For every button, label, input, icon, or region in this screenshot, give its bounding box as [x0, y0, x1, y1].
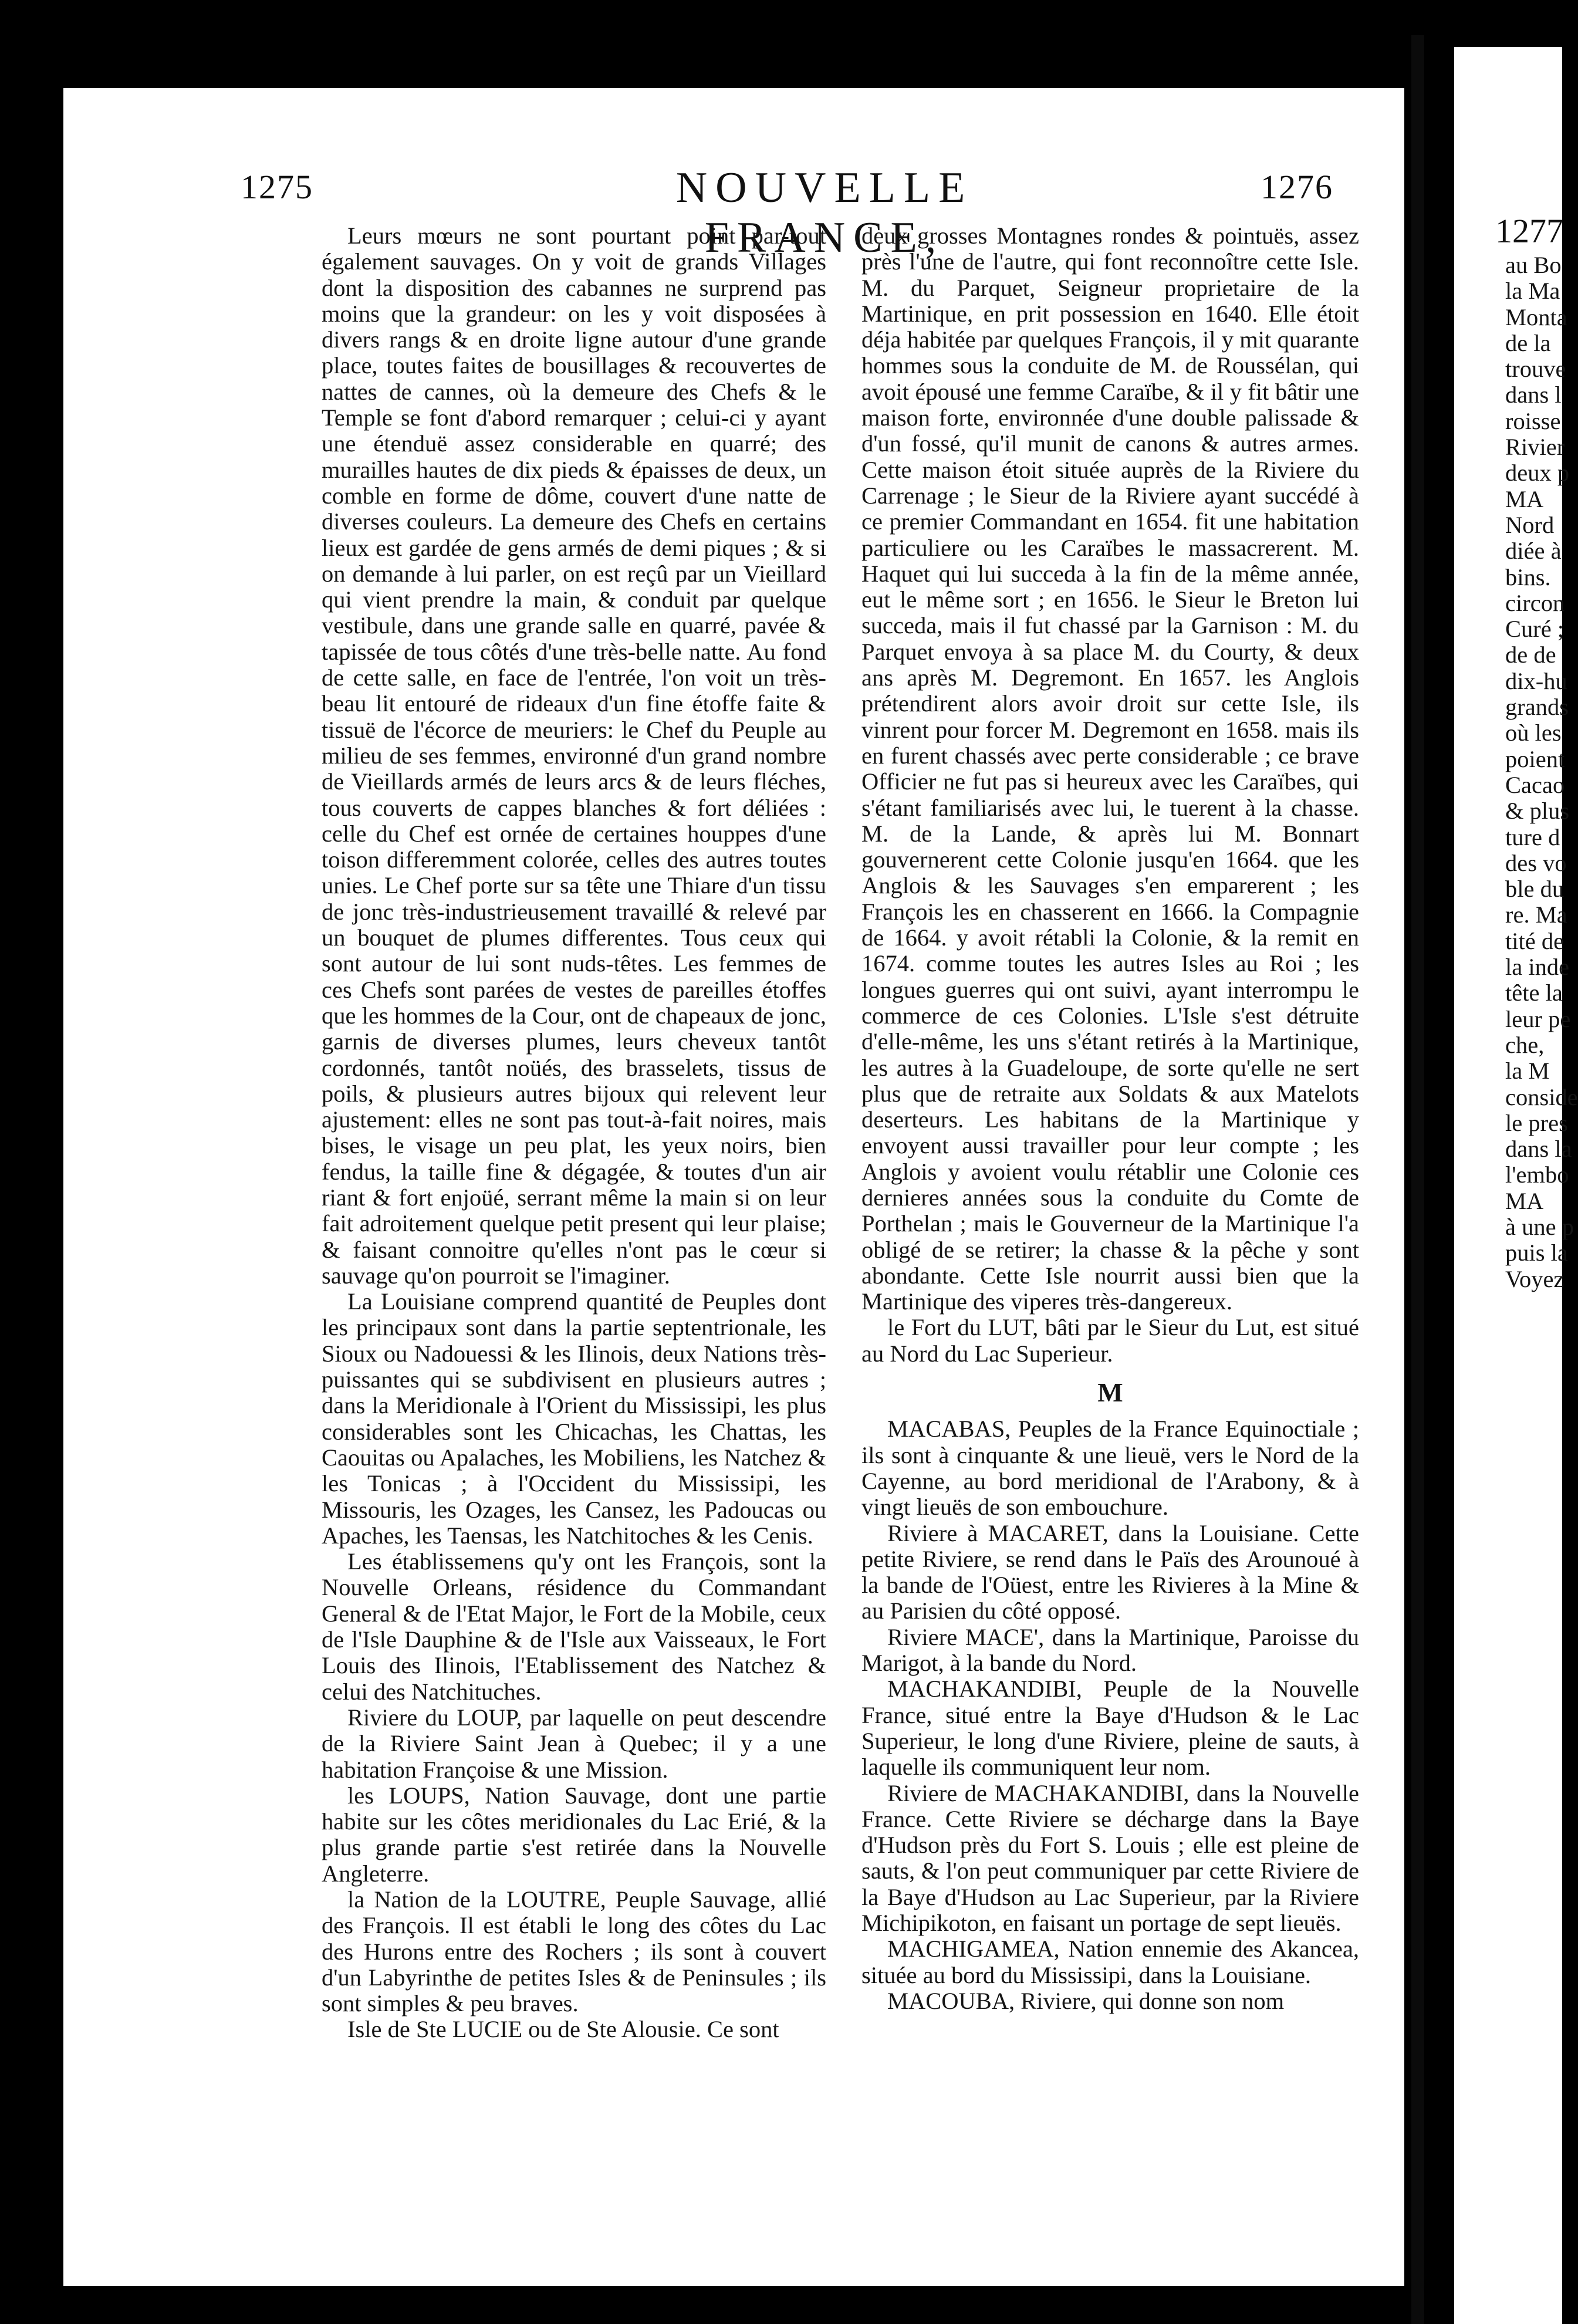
next-page-text-fragment: [1505, 252, 1578, 1292]
next-page-line-fragment: puis la: [1505, 1239, 1568, 1266]
next-page-line-fragment: la Ma: [1505, 278, 1560, 305]
next-page-line-fragment: roisse: [1505, 407, 1561, 434]
next-page-line-fragment: l'embo: [1505, 1161, 1569, 1188]
section-letter-heading: M: [1097, 1377, 1123, 1408]
next-page-line-fragment: circon: [1505, 589, 1565, 616]
paragraph: MACHIGAMEA, Nation ennemie des Akancea, située au bord du Mississipi, dans la Louisiane.: [861, 1935, 1359, 1988]
next-page-line-fragment: Cacao: [1505, 771, 1565, 798]
page-number-right: 1276: [1261, 168, 1333, 206]
next-page-line-fragment: leur pe: [1505, 1005, 1571, 1032]
next-page-line-fragment: Rivier: [1505, 434, 1565, 461]
right-text-column: [861, 223, 1359, 2014]
next-page-line-fragment: tité de: [1505, 927, 1565, 954]
next-page-line-fragment: deux p: [1505, 460, 1570, 487]
paragraph: deux grosses Montagnes rondes & pointuës, assez près l'une de l'autre, qui font reconnoître cette Isle. M. du Parquet, Seigneur proprietaire de la Martinique, en prit possession en 1640. Elle étoit déja habitée par quelques François, il y mit quarante hommes sous la conduite de M. de Roussélan, qui avoit épousé une femme Caraïbe, & il y fit bâtir une maison forte, environnée d'une double palissade & d'un fossé, qu'il munit de canons & autres armes. Cette maison étoit située auprès de la Riviere du Carrenage ; le Sieur de la Riviere ayant succédé à ce premier Commandant en 1654. fit une habitation particuliere ou les Caraïbes le massacrerent. M. Haquet qui lui succeda à la fin de la même année, eut le même sort ; en 1656. le Sieur le Breton lui succeda, mais il fut chassé par la Garnison : M. du Parquet envoya à sa place M. du Courty, & deux ans après M. Degremont. En 1657. les Anglois prétendirent alors avoir droit sur cette Isle, ils vinrent pour forcer M. Degremont en 1658. mais ils en furent chassés avec perte considerable ; ce brave Officier ne fut pas si heureux avec les Caraïbes, qui s'étant familiarisés avec lui, le tuerent à la chasse. M. de la Lande, & après lui M. Bonnart gouvernerent cette Colonie jusqu'en 1664. que les Anglois & les Sauvages s'en emparerent ; les François les en chasserent en 1666. la Compagnie de 1664. y avoit rétabli la Colonie, & la remit en 1674. comme toutes les autres Isles au Roi ; les longues guerres qui ont suivi, ayant interrompu le commerce de ces Colonies. L'Isle s'est détruite d'elle-même, les uns s'étant retirés à la Martinique, les autres à la Guadeloupe, de sorte qu'elle ne sert plus que de retraite aux Soldats & aux Matelots deserteurs. Les habitans de la Martinique y envoyent aussi travailler pour leur compte ; les Anglois y avoient voulu rétablir une Colonie ces dernieres années sous la conduite du Comte de Porthelan ; mais le Gouverneur de la Martinique l'a obligé de se retirer; la chasse & la pêche y sont abondante. Cette Isle nourrit aussi bien que la Martinique des viperes très-dangereux.: [861, 222, 1359, 1315]
next-page-line-fragment: au Bo: [1505, 252, 1562, 278]
next-page-line-fragment: & plus: [1505, 798, 1570, 825]
next-page-number: 1277: [1495, 212, 1563, 250]
next-page-line-fragment: poient: [1505, 745, 1565, 772]
next-page-line-fragment: à une p: [1505, 1213, 1574, 1240]
paragraph: la Nation de la LOUTRE, Peuple Sauvage, allié des François. Il est établi le long des côtes du Lac des Hurons entre des Rochers ; ils sont à couvert d'un Labyrinthe de petites Isles & de Peninsules ; ils sont simples & peu braves.: [322, 1886, 826, 2017]
paragraph: Riviere MACE', dans la Martinique, Paroisse du Marigot, à la bande du Nord.: [861, 1623, 1359, 1677]
paragraph: Les établissemens qu'y ont les François, sont la Nouvelle Orleans, résidence du Commandant General & de l'Etat Major, le Fort de la Mobile, ceux de l'Isle Dauphine & de l'Isle aux Vaisseaux, le Fort Louis des Ilinois, l'Etablissement des Natchez & celui des Natchituches.: [322, 1548, 826, 1705]
page-gutter: [1411, 35, 1424, 2324]
paragraph: Riviere de MACHAKANDIBI, dans la Nouvelle France. Cette Riviere se décharge dans la Baye d'Hudson près du Fort S. Louis ; elle est pleine de sauts, & l'on peut communiquer par cette Riviere de la Baye d'Hudson au Lac Superieur, par la Riviere Michipikoton, en faisant un portage de sept lieuës.: [861, 1779, 1359, 1936]
next-page-line-fragment: de la: [1505, 329, 1551, 356]
next-page-line-fragment: Voyez: [1505, 1265, 1565, 1292]
next-page-line-fragment: la inde: [1505, 954, 1570, 981]
paragraph: le Fort du LUT, bâti par le Sieur du Lut, est situé au Nord du Lac Superieur.: [861, 1314, 1359, 1367]
paragraph: Isle de Ste LUCIE ou de Ste Alousie. Ce sont: [347, 2016, 779, 2043]
next-page-line-fragment: che,: [1505, 1031, 1545, 1058]
next-page-line-fragment: ture d: [1505, 823, 1560, 850]
next-page-line-fragment: dans la: [1505, 1136, 1572, 1163]
next-page-line-fragment: grands: [1505, 694, 1569, 721]
left-text-column: [322, 223, 826, 2043]
next-page-line-fragment: le pres: [1505, 1109, 1568, 1136]
next-page-line-fragment: dans l: [1505, 381, 1562, 408]
next-page-line-fragment: de de: [1505, 641, 1556, 668]
next-page-line-fragment: Nord: [1505, 511, 1555, 538]
paragraph: Leurs mœurs ne sont pourtant point par-tout également sauvages. On y voit de grands Villages dont la disposition des cabannes ne surprend pas moins que la grandeur: on les y voit disposées à divers rangs & en droite ligne autour d'une grande place, toutes faites de bousillages & recouvertes de nattes de cannes, où la demeure des Chefs & le Temple se font d'abord remarquer ; celui-ci y ayant une étenduë assez considerable en quarré; des murailles hautes de dix pieds & épaisses de deux, un comble en forme de dôme, couvert d'une natte de diverses couleurs. La demeure des Chefs en certains lieux est gardée de gens armés de demi piques ; & si on demande à lui parler, on est reçû par un Vieillard qui vient prendre la main, & conduit par quelque vestibule, dans une grande salle en quarré, pavée & tapissée de tous côtés d'une très-belle natte. Au fond de cette salle, en face de l'entrée, l'on voit un très-beau lit entouré de rideaux d'un fine étoffe faite & tissuë de l'écorce de meuriers: le Chef du Peuple au milieu de ses femmes, environné d'un grand nombre de Vieillards armés de leurs arcs & de leurs fléches, tous couverts de cappes blanches & fort déliées : celle du Chef est ornée de certaines houppes d'une toison differemment colorée, celles des autres toutes unies. Le Chef porte sur sa tête une Thiare d'un tissu de jonc très-industrieusement travaillé & relevé par un bouquet de plumes differentes. Tous ceux qui sont autour de lui sont nuds-têtes. Les femmes de ces Chefs sont parées de vestes de pareilles étoffes que les hommes de la Cour, ont de chapeaux de jonc, garnis de diverses plumes, leurs cheveux tantôt cordonnés, tantôt noüés, des brasselets, tissus de poils, & plusieurs autres bijoux qui relevent leur ajustement: elles ne sont pas tout-à-fait noires, mais bises, le visage un peu plat, les yeux noirs, bien fendus, la taille fine & dégagée, & toutes d'un air riant & fort enjoüé, serrant même la main si on leur fait adroitement quelque petit present qui leur plaise; & faisant connoitre qu'elles n'ont pas le cœur si sauvage qu'on pourroit se l'imaginer.: [322, 222, 826, 1289]
next-page-line-fragment: la M: [1505, 1058, 1550, 1085]
next-page-line-fragment: trouve: [1505, 356, 1566, 383]
paragraph: La Louisiane comprend quantité de Peuples dont les principaux sont dans la partie septentrionale, les Sioux ou Nadouessi & les Ilinois, deux Nations très-puissantes qui se subdivisent en plusieurs autres ; dans la Meridionale à l'Orient du Mississipi, les plus considerables sont les Chicachas, les Chattas, les Caouitas ou Apalaches, les Mobiliens, les Natchez & les Tonicas ; à l'Occident du Mississipi, les Missouris, les Ozages, les Cansez, les Padoucas ou Apaches, les Taensas, les Natchitoches & les Cenis.: [322, 1288, 826, 1549]
paragraph: MACOUBA, Riviere, qui donne son nom: [887, 1987, 1285, 2014]
paragraph: Riviere à MACARET, dans la Louisiane. Cette petite Riviere, se rend dans le Païs des Arounoué à la bande de l'Oüest, entre les Rivieres à la Mine & au Parisien du côté opposé.: [861, 1519, 1359, 1624]
next-page-line-fragment: ble du: [1505, 876, 1565, 903]
next-page-line-fragment: MA: [1505, 485, 1544, 512]
paragraph: les LOUPS, Nation Sauvage, dont une partie habite sur les côtes meridionales du Lac Erié, & la plus grande partie s'est retirée dans la Nouvelle Angleterre.: [322, 1782, 826, 1887]
next-page-line-fragment: Curé ;: [1505, 616, 1565, 643]
next-page-line-fragment: tête la: [1505, 979, 1563, 1006]
paragraph: MACHAKANDIBI, Peuple de la Nouvelle France, situé entre la Baye d'Hudson & le Lac Superieur, le long d'une Riviere, pleine de sauts, à laquelle ils communiquent leur nom.: [861, 1676, 1359, 1781]
paragraph: Riviere du LOUP, par laquelle on peut descendre de la Riviere Saint Jean à Quebec; il y a une habitation Françoise & une Mission.: [322, 1704, 826, 1783]
next-page-line-fragment: diée à: [1505, 538, 1562, 565]
next-page-line-fragment: conside: [1505, 1083, 1578, 1110]
page-number-left: 1275: [241, 168, 313, 206]
next-page-line-fragment: bins.: [1505, 563, 1551, 590]
next-page-line-fragment: dix-hu: [1505, 667, 1567, 694]
running-head-title: NOUVELLE FRANCE,: [675, 164, 974, 262]
next-page-line-fragment: où les: [1505, 720, 1562, 746]
next-page-line-fragment: des vo: [1505, 849, 1567, 876]
paragraph: MACABAS, Peuples de la France Equinoctiale ; ils sont à cinquante & une lieuë, vers le Nord de la Cayenne, au bord meridional de l'Arabony, & à vingt lieuës de son embouchure.: [861, 1416, 1359, 1521]
next-page-line-fragment: re. Ma: [1505, 901, 1567, 928]
next-page-line-fragment: MA: [1505, 1187, 1544, 1214]
next-page-line-fragment: Monta: [1505, 303, 1567, 330]
